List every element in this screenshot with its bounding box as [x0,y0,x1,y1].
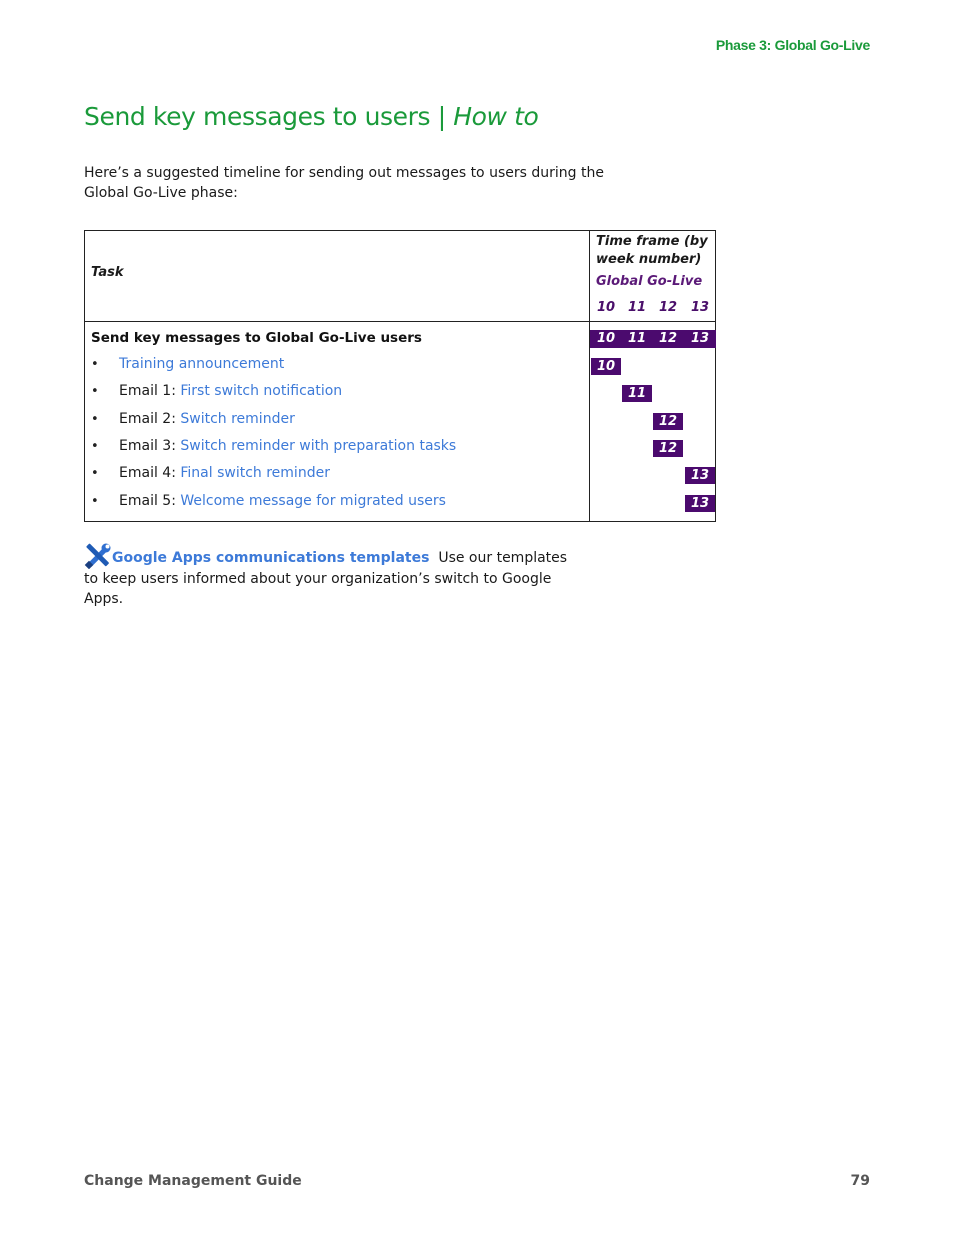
item-prefix: Email 3: [119,438,181,454]
week-header-11: 11 [627,300,647,315]
week-marker: 10 [591,358,621,375]
task-column-header: Task [91,265,124,280]
column-divider [589,231,590,521]
switch-reminder-link[interactable]: Switch reminder [180,411,295,427]
welcome-message-link[interactable]: Welcome message for migrated users [180,493,446,509]
footer-guide-title: Change Management Guide [84,1173,302,1189]
full-bar-week-10: 10 [596,331,616,346]
intro-paragraph: Here’s a suggested timeline for sending out messages to users during the Global Go-Live phase: [84,165,604,201]
week-header-13: 13 [690,300,710,315]
bullet: • [91,412,99,427]
timeframe-column-header: Time frame (by week number) [596,234,708,267]
page-title-main: Send key messages to users | [84,102,454,131]
item-prefix: Email 2: [119,411,181,427]
tip-text: Use our templates to keep users informed about your organization’s switch to Google Apps. [84,550,568,607]
list-item [119,383,342,399]
item-prefix: Email 4: [119,465,181,481]
header-phase-label: Phase 3: Global Go-Live [715,37,870,53]
bullet: • [91,357,99,372]
week-marker: 11 [622,385,652,402]
switch-reminder-preparation-link[interactable]: Switch reminder with preparation tasks [180,438,457,454]
footer-page-number: 79 [850,1173,870,1189]
page-title-howto: How to [453,102,539,131]
week-header-12: 12 [658,300,678,315]
full-bar-week-13: 13 [690,331,710,346]
week-marker: 12 [653,413,683,430]
week-marker: 13 [685,467,715,484]
week-header-10: 10 [596,300,616,315]
bullet: • [91,494,99,509]
full-range-bar [590,330,716,348]
bullet: • [91,439,99,454]
tip-paragraph [84,543,584,609]
page-title [84,102,538,131]
full-bar-week-12: 12 [658,331,678,346]
item-prefix: Email 5: [119,493,181,509]
list-item [119,438,456,454]
list-item [119,493,446,509]
list-item [119,356,284,372]
item-prefix: Email 1: [119,383,181,399]
tools-icon [84,543,112,569]
bullet: • [91,466,99,481]
full-bar-week-11: 11 [627,331,647,346]
header-divider [85,321,715,322]
list-item [119,465,330,481]
training-announcement-link[interactable]: Training announcement [119,356,285,372]
list-item [119,411,295,427]
week-marker: 12 [653,440,683,457]
communications-templates-link[interactable]: Google Apps communications templates [112,550,430,566]
section-title: Send key messages to Global Go-Live users [91,330,422,346]
first-switch-notification-link[interactable]: First switch notification [180,383,343,399]
bullet: • [91,384,99,399]
final-switch-reminder-link[interactable]: Final switch reminder [180,465,330,481]
phase-label: Global Go-Live [596,274,703,289]
week-marker: 13 [685,495,715,512]
timeline-table [84,230,716,522]
